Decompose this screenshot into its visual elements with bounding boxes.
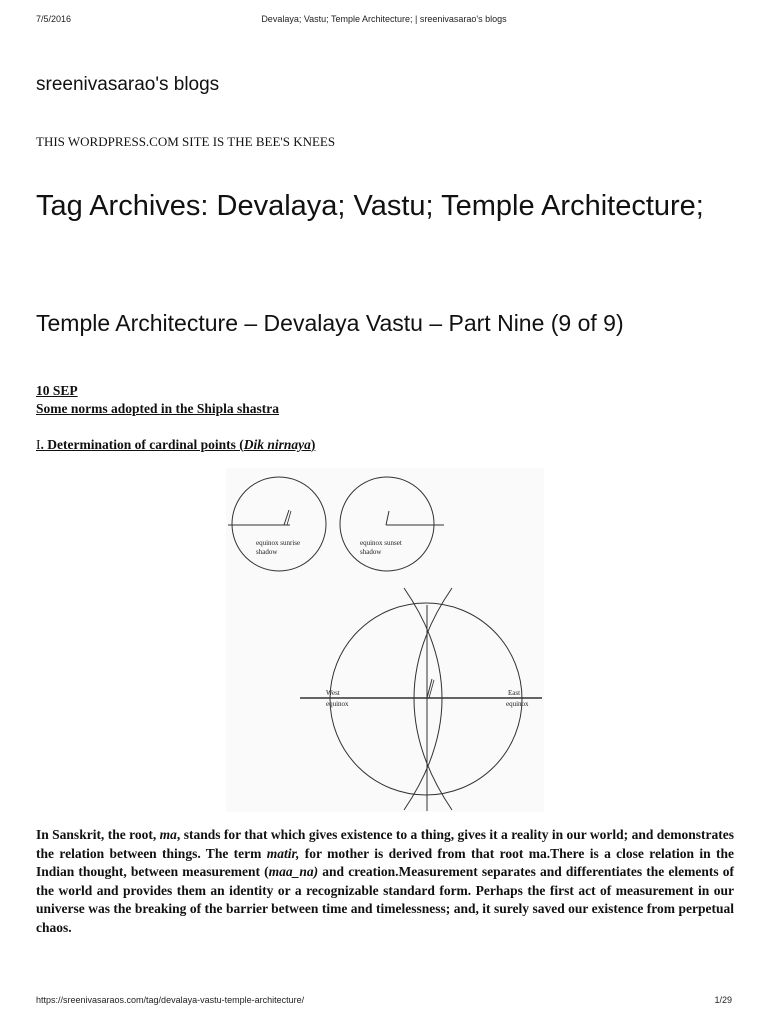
print-url: https://sreenivasaraos.com/tag/devalaya-vastu-temple-architecture/ xyxy=(36,995,305,1005)
post-date: 10 SEP xyxy=(36,383,78,398)
term-ma: ma xyxy=(159,827,177,842)
section-heading: Some norms adopted in the Shipla shastra xyxy=(36,401,280,416)
body-text-d: and creation.Measurement separates and differentiates the elements of the world and provides them an identity or a recognizable standard form. Perhaps the first act of measurement in our universe was the breaking of the barrier between time and timelessness; and, it surely saved our existence from perpetual chaos. xyxy=(36,864,734,935)
large-circle xyxy=(330,603,522,795)
term-maana: maa_na) xyxy=(268,864,319,880)
term-matir: matir, xyxy=(266,845,300,861)
subsection-term: Dik nirnaya xyxy=(243,437,311,452)
sunset-circle xyxy=(340,477,434,571)
subsection-numeral: I xyxy=(36,437,41,452)
site-tagline: THIS WORDPRESS.COM SITE IS THE BEE'S KNEES xyxy=(36,134,336,149)
body-text-b: , stands for that which gives existence to a thing, gives it a reality in our world; and demonstrates the relation between things. The term xyxy=(36,827,734,861)
sunrise-circle xyxy=(232,477,326,571)
site-title-link[interactable]: sreenivasarao's blogs xyxy=(36,74,220,95)
print-document-title: Devalaya; Vastu; Temple Architecture; | sreenivasarao's blogs xyxy=(261,14,507,24)
left-arc xyxy=(414,588,452,810)
subsection-text: . Determination of cardinal points ( xyxy=(40,437,244,452)
archive-title: Tag Archives: Devalaya; Vastu; Temple Architecture; xyxy=(36,190,704,222)
post-title[interactable]: Temple Architecture – Devalaya Vastu – Part Nine (9 of 9) xyxy=(36,310,624,336)
print-page-number: 1/29 xyxy=(714,995,732,1005)
subsection-heading xyxy=(36,437,315,453)
body-text-a: In Sanskrit, the root, xyxy=(36,827,160,842)
sunrise-label-2: shadow xyxy=(256,548,278,556)
sunset-shadow-stick xyxy=(386,511,389,525)
sunrise-label-1: equinox sunrise xyxy=(256,539,301,547)
west-label-2: equinox xyxy=(326,700,349,708)
sunset-label-2: shadow xyxy=(360,548,382,556)
west-label-1: West xyxy=(326,689,340,697)
cardinal-points-diagram xyxy=(226,468,544,812)
subsection-close: ) xyxy=(310,437,316,452)
body-paragraph xyxy=(36,826,734,938)
east-label-1: East xyxy=(508,689,521,697)
sunset-label-1: equinox sunset xyxy=(360,539,402,547)
east-label-2: equinox xyxy=(506,700,529,708)
body-text-c: for mother is derived from that root ma.There is a close relation in the Indian thought, between measurement ( xyxy=(36,845,734,880)
print-date: 7/5/2016 xyxy=(36,14,72,24)
right-arc xyxy=(404,588,442,810)
sunrise-shadow-stick xyxy=(284,510,289,525)
